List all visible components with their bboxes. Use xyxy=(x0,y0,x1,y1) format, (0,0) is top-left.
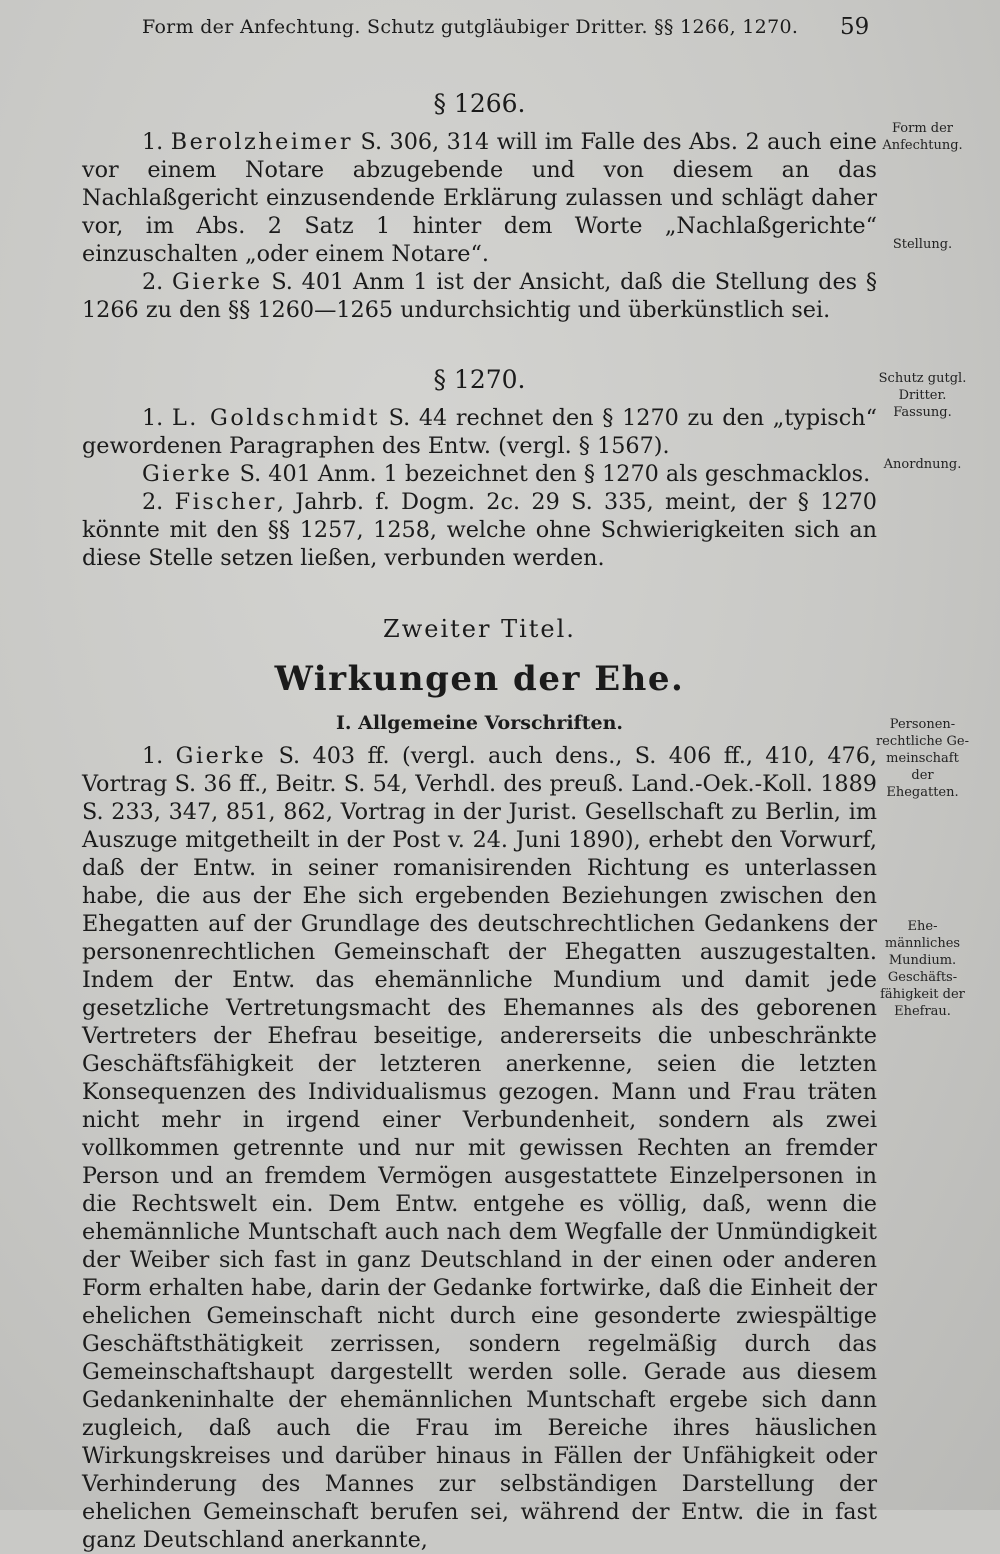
margin-note: Schutz gutgl. Dritter. Fassung. xyxy=(878,371,967,420)
author-name: Fischer xyxy=(174,489,277,515)
paragraph-number: 1. xyxy=(142,743,176,769)
paragraph xyxy=(82,460,877,488)
margin-note: Stellung. xyxy=(892,237,953,252)
subsection-heading: I. Allgemeine Vorschriften. xyxy=(335,712,624,734)
main-text-column xyxy=(82,88,877,1554)
title-heading: Wirkungen der Ehe. xyxy=(274,659,685,699)
author-name: Gierke xyxy=(175,743,267,769)
paragraph-text: S. 401 Anm. 1 bezeichnet den § 1270 als geschmacklos. xyxy=(232,461,871,487)
paragraph-number: 2. xyxy=(142,269,173,295)
paragraph-number: 1. xyxy=(142,129,171,155)
author-name: L. Goldschmidt xyxy=(171,405,380,431)
margin-note: Personen- rechtliche Ge- meinschaft der Ehegatten. xyxy=(875,717,970,800)
margin-note: Ehe- männliches Mundium. Geschäfts- fähigkeit der Ehefrau. xyxy=(880,919,965,1019)
author-name: Gierke xyxy=(142,461,233,487)
paragraph xyxy=(82,742,877,1554)
margin-note: Form der Anfechtung. xyxy=(882,121,963,153)
section-heading-1270: § 1270. xyxy=(433,365,526,394)
margin-note: Anordnung. xyxy=(883,457,962,472)
author-name: Berolzheimer xyxy=(170,129,353,155)
running-title: Form der Anfechtung. Schutz gutgläubiger Dritter. §§ 1266, 1270. xyxy=(142,16,799,38)
paragraph-text: S. 306, 314 will im Falle des Abs. 2 auch eine vor einem Notare abzugebende und von diesem an das Nachlaßgericht einzusendende Erklärung zulassen und schlägt daher vor, im Abs. 2 Satz 1 hinter dem Worte „Nachlaßgerichte“ einzuschalten „oder einem Notare“. xyxy=(82,129,877,267)
paragraph-text: S. 44 rechnet den § 1270 zu den „typisch“ gewordenen Paragraphen des Entw. (vergl. § 1567). xyxy=(82,405,877,459)
paragraph xyxy=(82,488,877,572)
paragraph xyxy=(82,128,877,268)
paragraph-text: S. 401 Anm 1 ist der Ansicht, daß die Stellung des § 1266 zu den §§ 1260—1265 undurchsichtig und überkünstlich sei. xyxy=(82,269,877,323)
paragraph-text: S. 403 ff. (vergl. auch dens., S. 406 ff., 410, 476, Vortrag S. 36 ff., Beitr. S. 54, Verhdl. des preuß. Land.-Oek.-Koll. 1889 S. 233, 347, 851, 862, Vortrag in der Jurist. Gesellschaft zu Berlin, im Auszuge mitgetheilt in der Post v. 24. Juni 1890), erhebt den Vorwurf, daß der Entw. in seiner romanisirenden Richtung es unterlassen habe, die aus der Ehe sich ergebenden Beziehungen zwischen den Ehegatten auf der Grundlage des deutschrechtlichen Gedankens der personenrechtlichen Gemeinschaft der Ehegatten auszugestalten. Indem der Entw. das ehemännliche Mundium und damit jede gesetzliche Vertretungsmacht des Ehemannes als des geborenen Vertreters der Ehefrau beseitige, andererseits die unbeschränkte Geschäftsfähigkeit der letzteren anerkenne, seien die letzten Konsequenzen des Individualismus gezogen. Mann und Frau träten nicht mehr in irgend einer Verbundenheit, sondern als zwei vollkommen getrennte und nur mit gewissen Rechten an fremder Person und an fremdem Vermögen ausgestattete Einzelpersonen in die Rechtswelt ein. Dem Entw. entgehe es völlig, daß, wenn die ehemännliche Muntschaft auch nach dem Wegfalle der Unmündigkeit der Weiber sich fast in ganz Deutschland in der einen oder anderen Form erhalten habe, darin der Gedanke fortwirke, daß die Einheit der ehelichen Gemeinschaft nicht durch eine gesonderte zwiespältige Geschäftsthätigkeit zerrissen, sondern regelmäßig durch das Gemeinschaftshaupt dargestellt werden solle. Gerade aus diesem Gedankeninhalte der ehemännlichen Muntschaft ergebe sich dann zugleich, daß auch die Frau im Bereiche ihres häuslichen Wirkungskreises und darüber hinaus in Fällen der Unfähigkeit oder Verhinderung des Mannes zur selbständigen Darstellung der ehelichen Gemeinschaft berufen sei, während der Entw. die in fast ganz Deutschland anerkannte, xyxy=(82,743,877,1553)
paragraph-number: 1. xyxy=(142,405,172,431)
page-number: 59 xyxy=(840,14,870,40)
section-heading-1266: § 1266. xyxy=(433,89,526,118)
paragraph xyxy=(82,404,877,460)
author-name: Gierke xyxy=(172,269,263,295)
paragraph-number: 2. xyxy=(142,489,175,515)
title-label: Zweiter Titel. xyxy=(383,615,576,643)
paragraph xyxy=(82,268,877,324)
paragraph-text: , Jahrb. f. Dogm. 2c. 29 S. 335, meint, der § 1270 könnte mit den §§ 1257, 1258, welche ohne Schwierigkeiten sich an diese Stelle setzen ließen, verbunden werden. xyxy=(82,489,877,571)
